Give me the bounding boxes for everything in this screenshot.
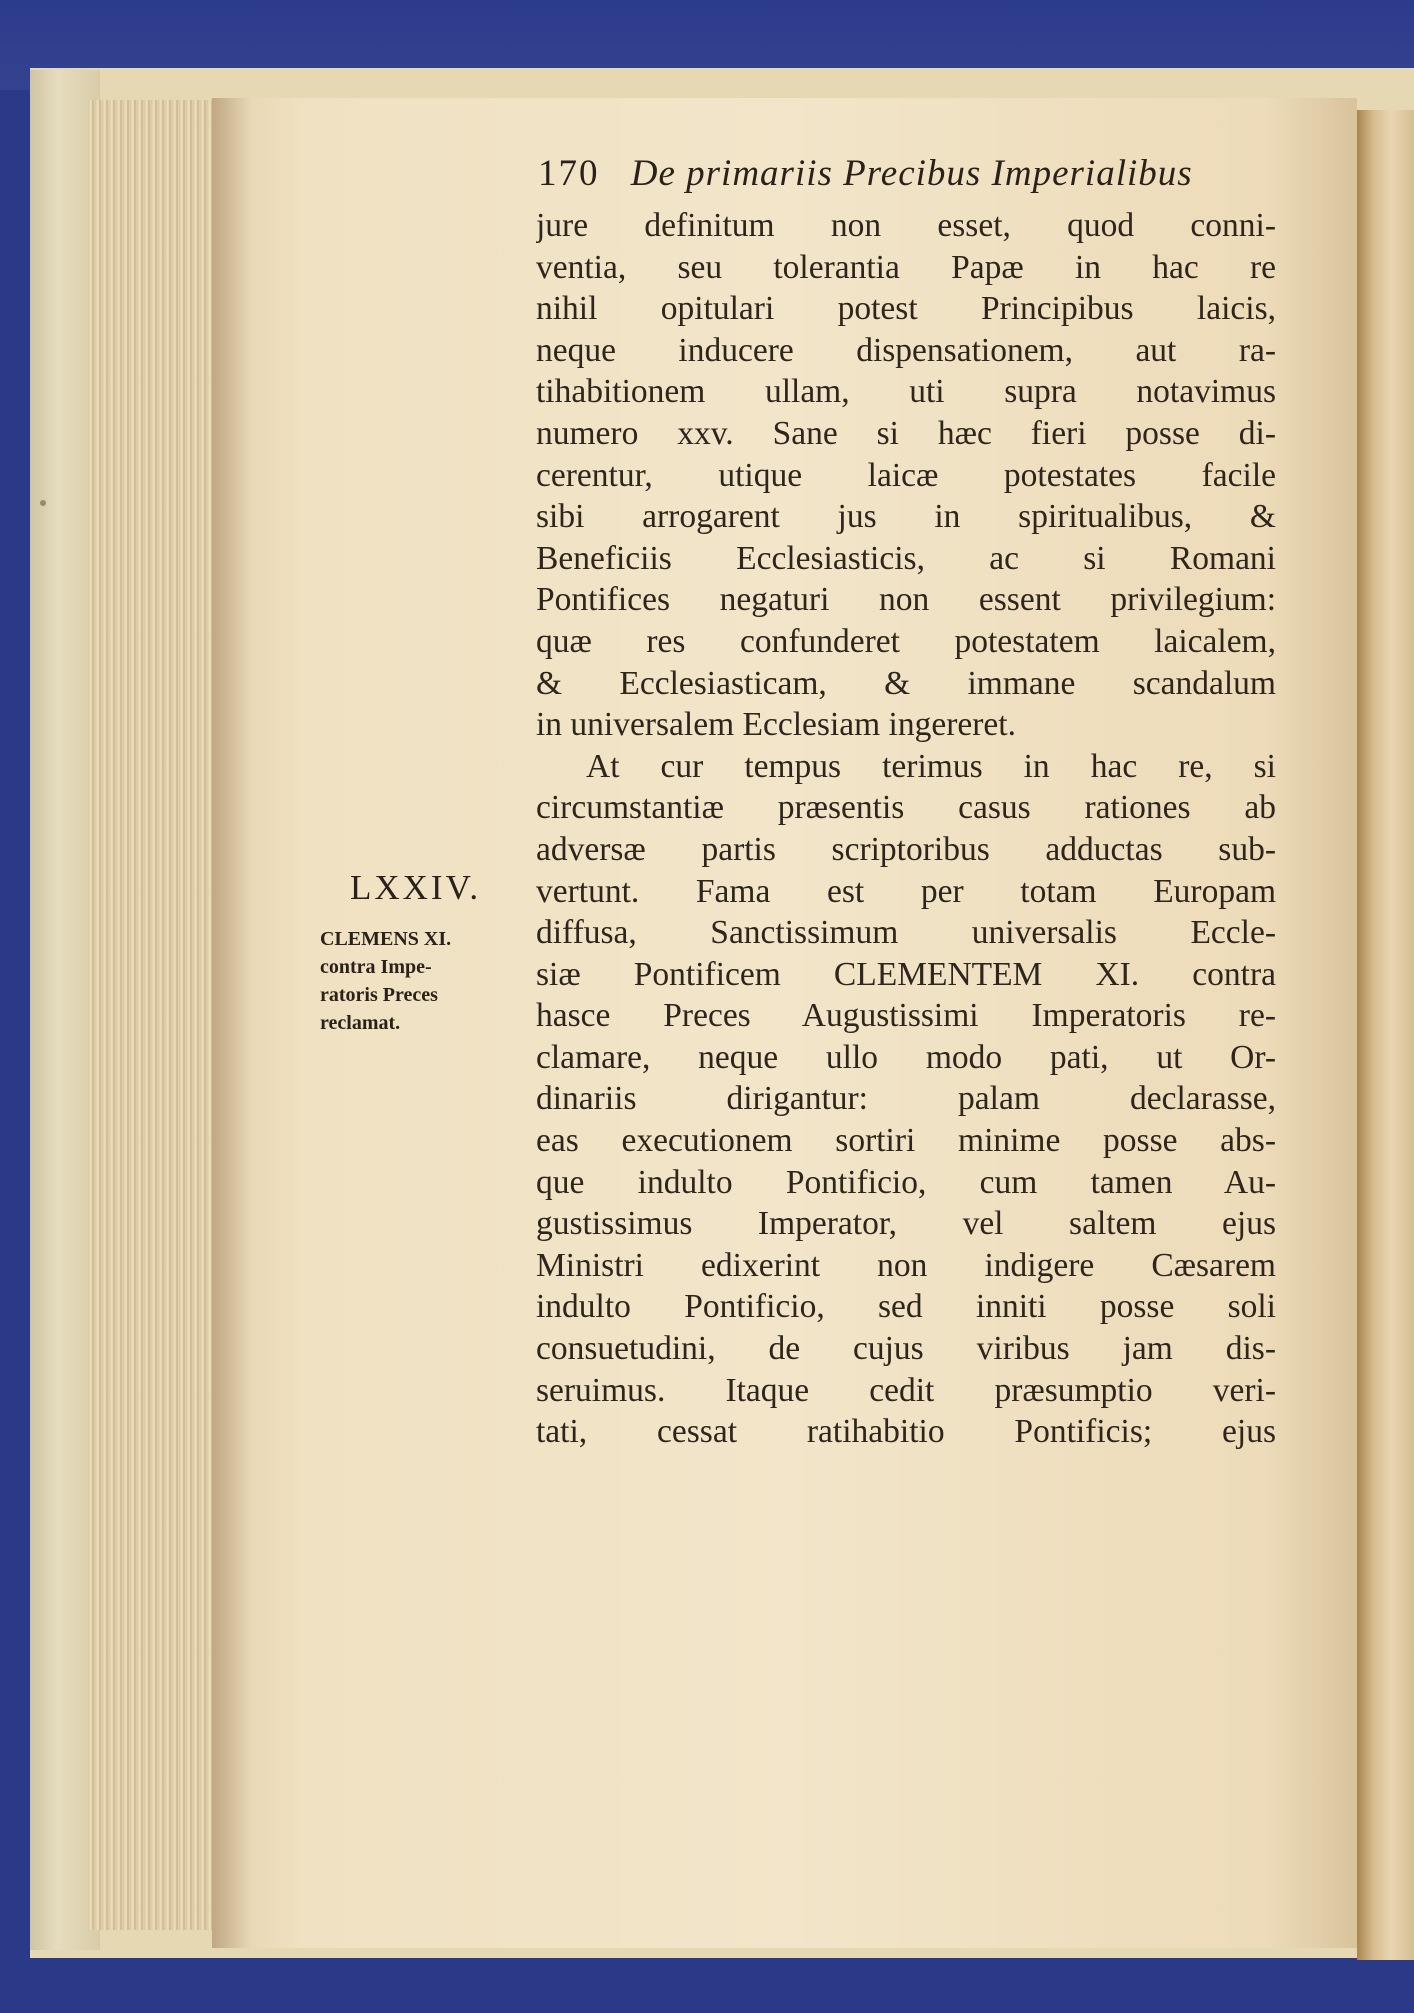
section-number: LXXIV. (350, 868, 482, 907)
text-line: tati, cessat ratihabitio Pontificis; ejus (536, 1413, 1276, 1451)
text-line: que indulto Pontificio, cum tamen Au- (536, 1163, 1276, 1201)
text-line: numero xxv. Sane si hæc fieri posse di- (536, 414, 1276, 452)
facing-page-edge (1357, 110, 1414, 1960)
text-line: vertunt. Fama est per totam Europam (536, 872, 1276, 910)
page-header (538, 152, 1278, 204)
page-edges (88, 100, 218, 1930)
text-line: Pontifices negaturi non essent privilegium: (536, 581, 1276, 619)
marginal-note-line: contra Impe- (320, 956, 432, 978)
text-line: cerentur, utique laicæ potestates facile (536, 456, 1276, 494)
text-line: neque inducere dispensationem, aut ra- (536, 331, 1276, 369)
marginal-note-line: CLEMENS XI. (320, 928, 452, 950)
text-line: diffusa, Sanctissimum universalis Eccle- (536, 914, 1276, 952)
text-line: circumstantiæ præsentis casus rationes ab (536, 789, 1276, 827)
text-line: tihabitionem ullam, uti supra notavimus (536, 373, 1276, 411)
text-line: adversæ partis scriptoribus adductas sub- (536, 830, 1276, 868)
text-line: Ministri edixerint non indigere Cæsarem (536, 1246, 1276, 1284)
text-line: gustissimus Imperator, vel saltem ejus (536, 1205, 1276, 1243)
marginal-note-line: reclamat. (320, 1012, 401, 1034)
text-line: ventia, seu tolerantia Papæ in hac re (536, 248, 1276, 286)
text-line: Beneficiis Ecclesiasticis, ac si Romani (536, 539, 1276, 577)
text-line: jure definitum non esset, quod conni- (536, 207, 1276, 244)
gutter-shadow (212, 98, 252, 1948)
text-line: quæ res confunderet potestatem laicalem, (536, 622, 1276, 660)
text-line: clamare, neque ullo modo pati, ut Or- (536, 1038, 1276, 1076)
text-line: hasce Preces Augustissimi Imperatoris re- (536, 997, 1276, 1035)
body-text (536, 205, 1276, 1453)
text-line: eas executionem sortiri minime posse abs- (536, 1122, 1276, 1160)
marginal-note (320, 925, 520, 1037)
page-number: 170 (538, 153, 600, 194)
text-line: siæ Pontificem CLEMENTEM XI. contra (536, 955, 1276, 993)
marginal-note-line: ratoris Preces (320, 984, 438, 1006)
text-line: indulto Pontificio, sed inniti posse soli (536, 1288, 1276, 1326)
cover-mark (40, 500, 46, 506)
text-line: seruimus. Itaque cedit præsumptio veri- (536, 1371, 1276, 1409)
text-line: dinariis dirigantur: palam declarasse, (536, 1080, 1276, 1118)
running-title: De primariis Precibus Imperialibus (630, 153, 1193, 194)
text-line: nihil opitulari potest Principibus laicis, (536, 290, 1276, 328)
text-line: in universalem Ecclesiam ingereret. (536, 706, 1016, 744)
text-line: sibi arrogarent jus in spiritualibus, & (536, 498, 1276, 536)
text-line: consuetudini, de cujus viribus jam dis- (536, 1330, 1276, 1368)
paragraph-start-line: At cur tempus terimus in hac re, si (586, 747, 1276, 785)
text-line: & Ecclesiasticam, & immane scandalum (536, 664, 1276, 702)
